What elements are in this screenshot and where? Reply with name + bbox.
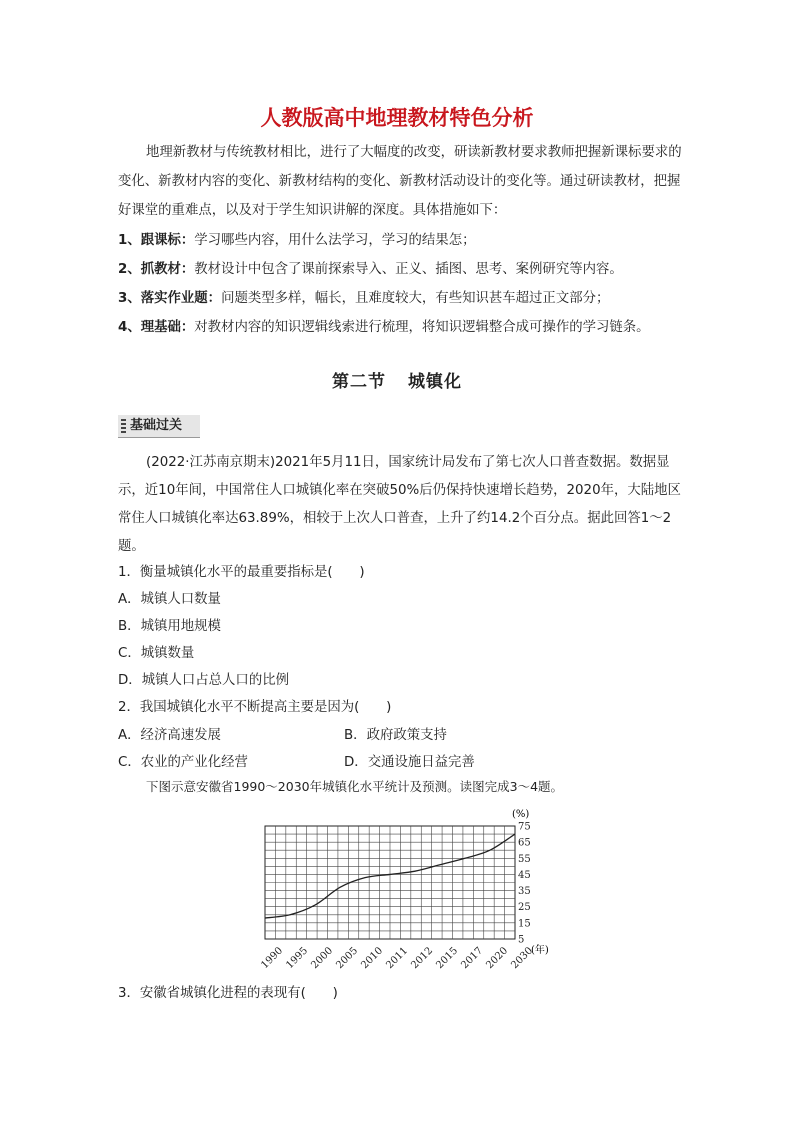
measure-item: 2、抓教材：教材设计中包含了课前探索导入、正义、插图、思考、案例研究等内容。 bbox=[118, 262, 623, 277]
x-axis-label: (年) bbox=[531, 945, 549, 956]
chart-intro: 下图示意安徽省1990～2030年城镇化水平统计及预测。读图完成3～4题。 bbox=[146, 779, 564, 794]
q1-option-d: D．城镇人口占总人口的比例 bbox=[118, 673, 289, 688]
x-tick-label: 2011 bbox=[384, 945, 411, 972]
x-tick-label: 2020 bbox=[484, 945, 511, 972]
section-heading: 第二节 城镇化 bbox=[332, 372, 462, 392]
q1-option-a: A．城镇人口数量 bbox=[118, 592, 221, 607]
y-tick-label: 25 bbox=[518, 902, 531, 914]
measure-item: 1、跟课标：学习哪些内容，用什么法学习，学习的结果怎； bbox=[118, 233, 476, 248]
doc-title: 人教版高中地理教材特色分析 bbox=[260, 106, 534, 130]
x-tick-label: 2010 bbox=[359, 945, 386, 972]
y-tick-label: 75 bbox=[518, 821, 531, 833]
q1-option-c: C．城镇数量 bbox=[118, 646, 195, 661]
x-tick-label: 1995 bbox=[284, 945, 311, 972]
x-tick-labels bbox=[259, 945, 535, 971]
question-1: 1．衡量城镇化水平的最重要指标是( ) bbox=[118, 565, 365, 580]
q2-option-a: A．经济高速发展 bbox=[118, 728, 221, 743]
x-tick-label: 1990 bbox=[259, 945, 286, 972]
x-tick-label: 2017 bbox=[459, 945, 486, 972]
measure-item: 4、理基础：对教材内容的知识逻辑线索进行梳理，将知识逻辑整合成可操作的学习链条。 bbox=[118, 320, 650, 335]
q1-option-b: B．城镇用地规模 bbox=[118, 619, 221, 634]
q2-option-d: D．交通设施日益完善 bbox=[344, 755, 475, 770]
urbanization-line-chart bbox=[0, 800, 794, 1000]
x-tick-label: 2012 bbox=[409, 945, 436, 972]
y-tick-label: 45 bbox=[518, 869, 531, 881]
measures-list bbox=[118, 226, 684, 342]
y-tick-label: 35 bbox=[518, 886, 531, 898]
x-tick-label: 2000 bbox=[309, 945, 336, 972]
intro-paragraph: 地理新教材与传统教材相比，进行了大幅度的改变，研读新教材要求教师把握新课标要求的变化、新教材内容的变化、新教材结构的变化、新教材活动设计的变化等。通过研读教材，把握好课堂的重难点，以及对于学生知识讲解的深度。具体措施如下： bbox=[118, 145, 682, 218]
badge-bars-icon bbox=[121, 419, 126, 433]
question-2: 2．我国城镇化水平不断提高主要是因为( ) bbox=[118, 700, 392, 715]
y-tick-label: 15 bbox=[518, 918, 531, 930]
y-tick-label: 65 bbox=[518, 837, 531, 849]
chart-grid bbox=[265, 826, 515, 939]
y-tick-labels bbox=[518, 822, 531, 946]
measure-item: 3、落实作业题：问题类型多样，幅长，且难度较大，有些知识甚车超过正文部分； bbox=[118, 291, 610, 306]
y-axis-label: (%) bbox=[512, 809, 530, 820]
section-badge: 基础过关 bbox=[118, 415, 200, 438]
y-tick-label: 55 bbox=[518, 853, 531, 865]
x-tick-label: 2005 bbox=[334, 945, 361, 972]
x-tick-label: 2015 bbox=[434, 945, 461, 972]
q2-option-c: C．农业的产业化经营 bbox=[118, 755, 248, 770]
y-tick-label: 5 bbox=[518, 934, 525, 946]
question-context: (2022·江苏南京期末)2021年5月11日，国家统计局发布了第七次人口普查数据。数据显示，近10年间，中国常住人口城镇化率在突破50%后仍保持快速增长趋势，2020年，大陆地区常住人口城镇化率达63.89%，相较于上次人口普查，上升了约14.2个百分点。据此回答1～2题。 bbox=[118, 455, 681, 554]
q2-option-b: B．政府政策支持 bbox=[344, 728, 447, 743]
question-3: 3．安徽省城镇化进程的表现有( ) bbox=[118, 986, 338, 1001]
x-tick-label: 2030 bbox=[509, 945, 536, 972]
